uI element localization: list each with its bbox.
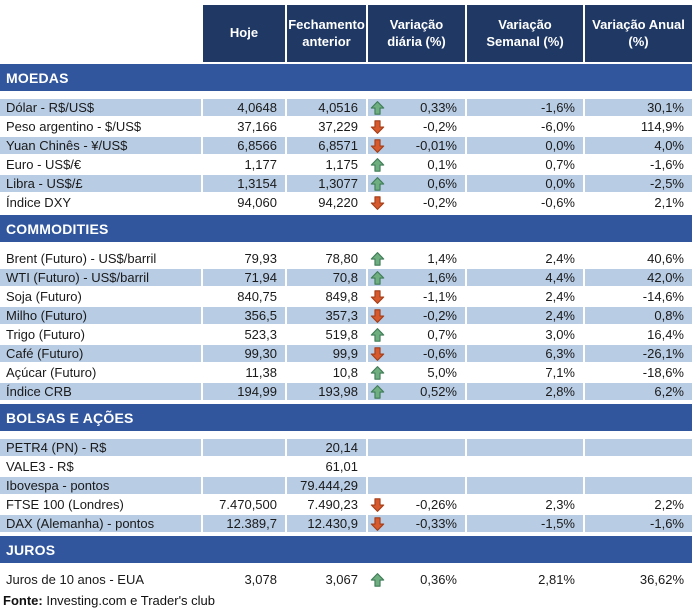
variacao-diaria-value: 0,33% [420, 100, 457, 115]
down-arrow-icon [370, 497, 385, 513]
variacao-diaria-cell [368, 250, 467, 269]
variacao-diaria-cell [368, 496, 467, 515]
fechamento-anterior-cell: 4,0516 [287, 99, 368, 118]
row-label: Índice CRB [0, 383, 203, 402]
variacao-semanal-cell: 2,4% [467, 250, 585, 269]
down-arrow-icon [370, 119, 385, 135]
variacao-semanal-cell: 2,3% [467, 496, 585, 515]
variacao-diaria-cell [368, 345, 467, 364]
variacao-semanal-cell: 2,81% [467, 571, 585, 590]
table-row [0, 137, 692, 156]
up-arrow-icon [370, 157, 385, 173]
variacao-diaria-value: -0,6% [423, 346, 457, 361]
column-header-4: Variação Anual (%) [585, 5, 692, 62]
section-header-juros: JUROS [0, 536, 692, 563]
fechamento-anterior-cell: 20,14 [287, 439, 368, 458]
table-row [0, 194, 692, 213]
variacao-semanal-cell: -1,6% [467, 99, 585, 118]
variacao-anual-cell: 30,1% [585, 99, 692, 118]
fechamento-anterior-cell: 519,8 [287, 326, 368, 345]
row-label: Soja (Futuro) [0, 288, 203, 307]
row-label: DAX (Alemanha) - pontos [0, 515, 203, 534]
variacao-diaria-value: -0,01% [415, 138, 457, 153]
row-label: Brent (Futuro) - US$/barril [0, 250, 203, 269]
fechamento-anterior-cell: 6,8571 [287, 137, 368, 156]
hoje-cell [203, 439, 287, 458]
fechamento-anterior-cell: 849,8 [287, 288, 368, 307]
hoje-cell: 6,8566 [203, 137, 287, 156]
row-label: PETR4 (PN) - R$ [0, 439, 203, 458]
variacao-semanal-cell: 2,8% [467, 383, 585, 402]
table-row [0, 288, 692, 307]
variacao-diaria-cell [368, 307, 467, 326]
variacao-semanal-cell: 0,0% [467, 137, 585, 156]
table-row [0, 175, 692, 194]
section-header-moedas: MOEDAS [0, 64, 692, 91]
variacao-anual-cell: -1,6% [585, 156, 692, 175]
row-label: Café (Futuro) [0, 345, 203, 364]
hoje-cell: 37,166 [203, 118, 287, 137]
column-header-2: Variação diária (%) [368, 5, 467, 62]
hoje-cell: 94,060 [203, 194, 287, 213]
down-arrow-icon [370, 308, 385, 324]
fechamento-anterior-cell: 193,98 [287, 383, 368, 402]
variacao-diaria-cell [368, 175, 467, 194]
up-arrow-icon [370, 384, 385, 400]
variacao-anual-cell [585, 477, 692, 496]
variacao-diaria-cell [368, 458, 467, 477]
variacao-anual-cell: 40,6% [585, 250, 692, 269]
variacao-diaria-cell [368, 439, 467, 458]
up-arrow-icon [370, 176, 385, 192]
table-sections [0, 64, 692, 590]
variacao-semanal-cell: -0,6% [467, 194, 585, 213]
row-label: Milho (Futuro) [0, 307, 203, 326]
section-rows-bolsas-e-a-es [0, 439, 692, 534]
variacao-anual-cell: 114,9% [585, 118, 692, 137]
variacao-diaria-cell [368, 137, 467, 156]
source-label: Fonte: [3, 593, 43, 608]
up-arrow-icon [370, 327, 385, 343]
variacao-diaria-value: 0,1% [427, 157, 457, 172]
row-label: Ibovespa - pontos [0, 477, 203, 496]
row-label: Açúcar (Futuro) [0, 364, 203, 383]
row-label: Dólar - R$/US$ [0, 99, 203, 118]
row-label: WTI (Futuro) - US$/barril [0, 269, 203, 288]
variacao-anual-cell: 6,2% [585, 383, 692, 402]
variacao-anual-cell: 2,2% [585, 496, 692, 515]
table-row [0, 383, 692, 402]
table-row [0, 326, 692, 345]
variacao-diaria-value: 0,6% [427, 176, 457, 191]
section-header-commodities: COMMODITIES [0, 215, 692, 242]
variacao-anual-cell: 2,1% [585, 194, 692, 213]
table-row [0, 118, 692, 137]
table-row [0, 477, 692, 496]
table-row [0, 496, 692, 515]
fechamento-anterior-cell: 37,229 [287, 118, 368, 137]
fechamento-anterior-cell: 357,3 [287, 307, 368, 326]
variacao-diaria-cell [368, 288, 467, 307]
hoje-cell [203, 458, 287, 477]
fechamento-anterior-cell: 7.490,23 [287, 496, 368, 515]
source-text: Investing.com e Trader's club [46, 593, 216, 608]
variacao-semanal-cell [467, 439, 585, 458]
table-row [0, 571, 692, 590]
variacao-anual-cell [585, 458, 692, 477]
row-label: Euro - US$/€ [0, 156, 203, 175]
row-label: Libra - US$/£ [0, 175, 203, 194]
column-header-3: Variação Semanal (%) [467, 5, 585, 62]
up-arrow-icon [370, 572, 385, 588]
variacao-anual-cell: -1,6% [585, 515, 692, 534]
hoje-cell: 356,5 [203, 307, 287, 326]
variacao-diaria-cell [368, 571, 467, 590]
fechamento-anterior-cell: 61,01 [287, 458, 368, 477]
variacao-diaria-value: -0,2% [423, 195, 457, 210]
variacao-diaria-cell [368, 269, 467, 288]
variacao-diaria-cell [368, 118, 467, 137]
variacao-diaria-value: 1,4% [427, 251, 457, 266]
up-arrow-icon [370, 100, 385, 116]
column-header-row [203, 5, 692, 62]
variacao-anual-cell: -14,6% [585, 288, 692, 307]
variacao-diaria-cell [368, 477, 467, 496]
up-arrow-icon [370, 251, 385, 267]
variacao-semanal-cell [467, 458, 585, 477]
hoje-cell: 523,3 [203, 326, 287, 345]
variacao-diaria-cell [368, 99, 467, 118]
variacao-semanal-cell: 3,0% [467, 326, 585, 345]
hoje-cell: 194,99 [203, 383, 287, 402]
table-row [0, 439, 692, 458]
variacao-diaria-value: -0,33% [415, 516, 457, 531]
variacao-anual-cell: 42,0% [585, 269, 692, 288]
table-row [0, 307, 692, 326]
fechamento-anterior-cell: 79.444,29 [287, 477, 368, 496]
section-rows-juros [0, 571, 692, 590]
variacao-anual-cell: -26,1% [585, 345, 692, 364]
variacao-semanal-cell: 6,3% [467, 345, 585, 364]
variacao-semanal-cell: -6,0% [467, 118, 585, 137]
table-row [0, 250, 692, 269]
variacao-diaria-value: 0,36% [420, 572, 457, 587]
fechamento-anterior-cell: 3,067 [287, 571, 368, 590]
variacao-anual-cell: 16,4% [585, 326, 692, 345]
variacao-diaria-value: -0,2% [423, 308, 457, 323]
table-row [0, 515, 692, 534]
fechamento-anterior-cell: 10,8 [287, 364, 368, 383]
table-row [0, 156, 692, 175]
down-arrow-icon [370, 516, 385, 532]
hoje-cell: 99,30 [203, 345, 287, 364]
hoje-cell: 7.470,500 [203, 496, 287, 515]
variacao-diaria-cell [368, 383, 467, 402]
fechamento-anterior-cell: 12.430,9 [287, 515, 368, 534]
row-label: FTSE 100 (Londres) [0, 496, 203, 515]
hoje-cell [203, 477, 287, 496]
variacao-diaria-cell [368, 194, 467, 213]
variacao-diaria-value: -1,1% [423, 289, 457, 304]
hoje-cell: 71,94 [203, 269, 287, 288]
up-arrow-icon [370, 365, 385, 381]
variacao-diaria-value: 0,52% [420, 384, 457, 399]
up-arrow-icon [370, 270, 385, 286]
fechamento-anterior-cell: 1,3077 [287, 175, 368, 194]
table-row [0, 458, 692, 477]
variacao-anual-cell: -18,6% [585, 364, 692, 383]
section-rows-moedas [0, 99, 692, 213]
variacao-diaria-value: 0,7% [427, 327, 457, 342]
table-row [0, 99, 692, 118]
hoje-cell: 79,93 [203, 250, 287, 269]
variacao-anual-cell: -2,5% [585, 175, 692, 194]
variacao-diaria-cell [368, 515, 467, 534]
row-label: Índice DXY [0, 194, 203, 213]
fechamento-anterior-cell: 70,8 [287, 269, 368, 288]
variacao-diaria-value: -0,26% [415, 497, 457, 512]
fechamento-anterior-cell: 99,9 [287, 345, 368, 364]
column-header-0: Hoje [203, 5, 287, 62]
hoje-cell: 12.389,7 [203, 515, 287, 534]
down-arrow-icon [370, 138, 385, 154]
variacao-diaria-value: 1,6% [427, 270, 457, 285]
hoje-cell: 1,177 [203, 156, 287, 175]
variacao-semanal-cell [467, 477, 585, 496]
row-label: Trigo (Futuro) [0, 326, 203, 345]
variacao-anual-cell: 0,8% [585, 307, 692, 326]
row-label: Juros de 10 anos - EUA [0, 571, 203, 590]
row-label: Yuan Chinês - ¥/US$ [0, 137, 203, 156]
column-header-1: Fechamento anterior [287, 5, 368, 62]
variacao-semanal-cell: 0,7% [467, 156, 585, 175]
section-rows-commodities [0, 250, 692, 402]
hoje-cell: 840,75 [203, 288, 287, 307]
down-arrow-icon [370, 195, 385, 211]
hoje-cell: 3,078 [203, 571, 287, 590]
hoje-cell: 11,38 [203, 364, 287, 383]
hoje-cell: 4,0648 [203, 99, 287, 118]
row-label: VALE3 - R$ [0, 458, 203, 477]
variacao-semanal-cell: -1,5% [467, 515, 585, 534]
section-header-bolsas-e-a-es: BOLSAS E AÇÕES [0, 404, 692, 431]
down-arrow-icon [370, 346, 385, 362]
variacao-semanal-cell: 7,1% [467, 364, 585, 383]
source-note [0, 593, 692, 608]
variacao-diaria-value: 5,0% [427, 365, 457, 380]
variacao-semanal-cell: 2,4% [467, 288, 585, 307]
table-row [0, 269, 692, 288]
hoje-cell: 1,3154 [203, 175, 287, 194]
variacao-anual-cell [585, 439, 692, 458]
fechamento-anterior-cell: 94,220 [287, 194, 368, 213]
variacao-semanal-cell: 2,4% [467, 307, 585, 326]
variacao-semanal-cell: 4,4% [467, 269, 585, 288]
variacao-diaria-cell [368, 326, 467, 345]
variacao-diaria-cell [368, 156, 467, 175]
table-row [0, 345, 692, 364]
variacao-diaria-value: -0,2% [423, 119, 457, 134]
fechamento-anterior-cell: 78,80 [287, 250, 368, 269]
variacao-diaria-cell [368, 364, 467, 383]
variacao-anual-cell: 36,62% [585, 571, 692, 590]
fechamento-anterior-cell: 1,175 [287, 156, 368, 175]
variacao-semanal-cell: 0,0% [467, 175, 585, 194]
down-arrow-icon [370, 289, 385, 305]
variacao-anual-cell: 4,0% [585, 137, 692, 156]
row-label: Peso argentino - $/US$ [0, 118, 203, 137]
table-row [0, 364, 692, 383]
